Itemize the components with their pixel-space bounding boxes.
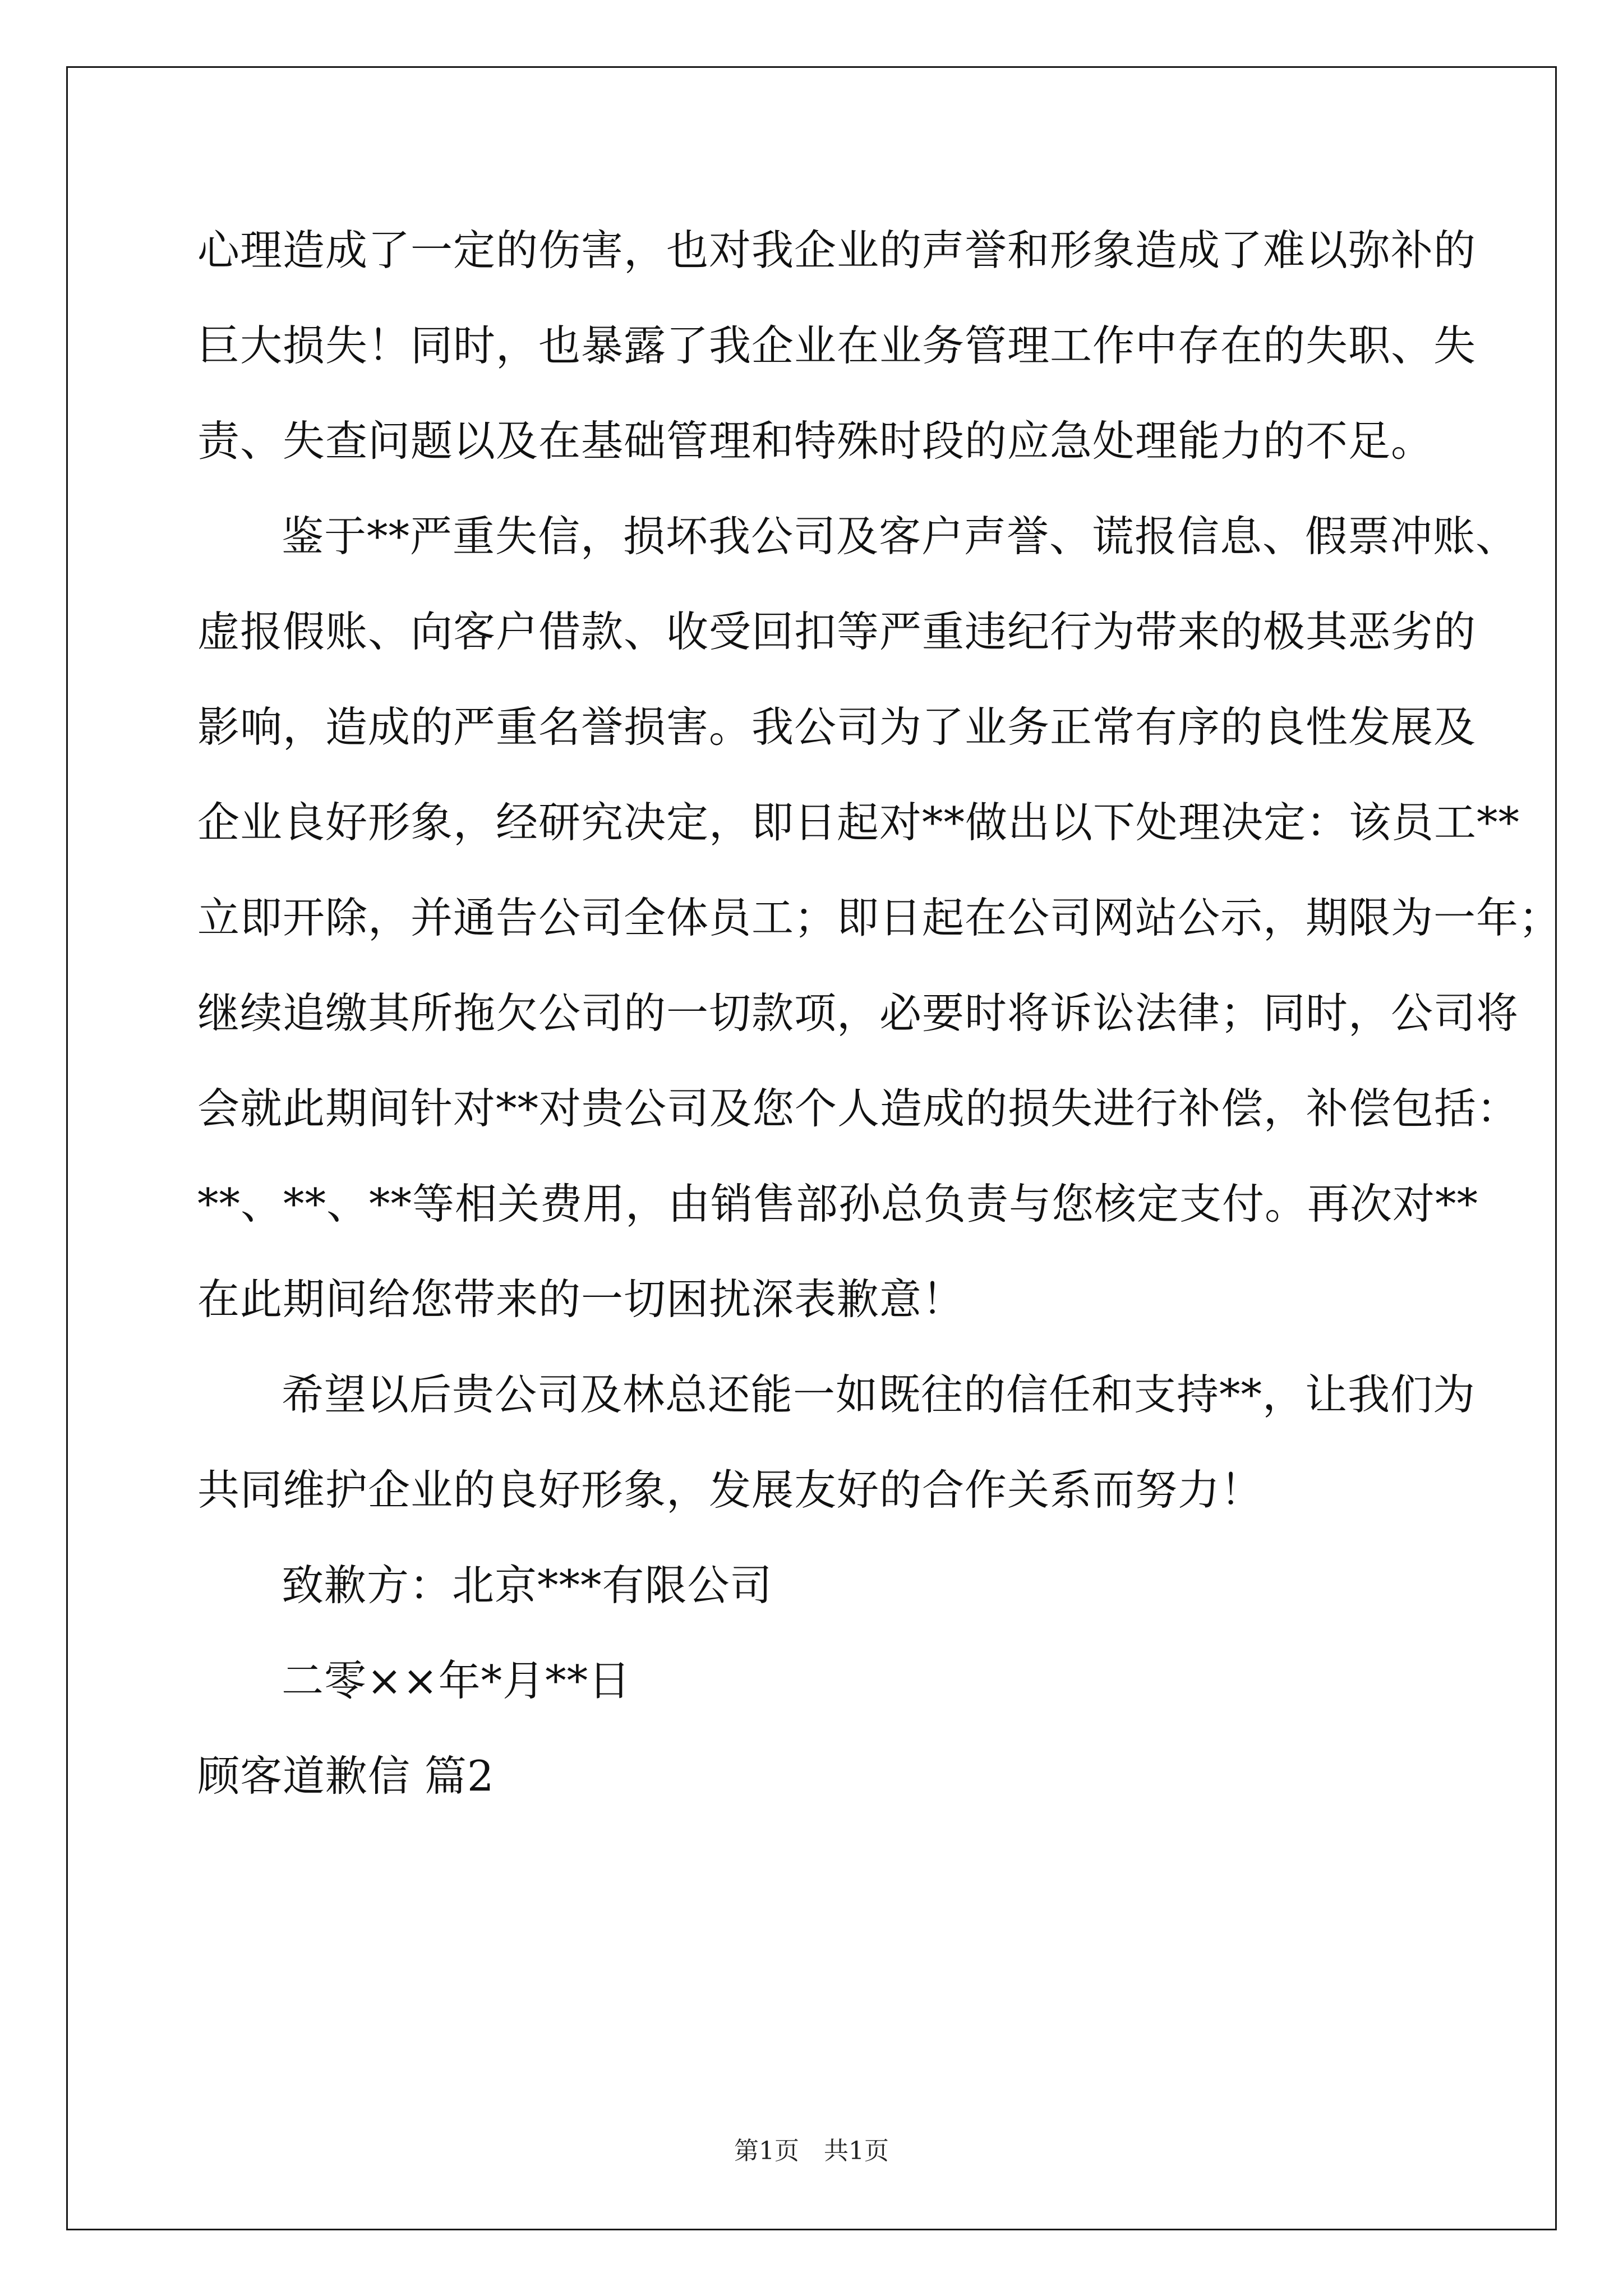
- signature-line: 致歉方：北京***有限公司: [282, 1561, 773, 1610]
- body-line: 虚报假账、向客户借款、收受回扣等严重违纪行为带来的极其恶劣的: [197, 607, 1477, 656]
- date-line: 二零××年*月**日: [282, 1656, 631, 1705]
- body-line: 鉴于**严重失信，损坏我公司及客户声誉、谎报信息、假票冲账、: [282, 512, 1519, 561]
- page-footer: 第1页 共1页: [734, 2137, 889, 2165]
- body-line: **、**、**等相关费用，由销售部孙总负责与您核定支付。再次对**: [197, 1179, 1479, 1228]
- body-line: 在此期间给您带来的一切困扰深表歉意！: [197, 1274, 965, 1324]
- body-line: 会就此期间针对**对贵公司及您个人造成的损失进行补偿，补偿包括：: [197, 1084, 1520, 1133]
- body-line: 共同维护企业的良好形象，发展友好的合作关系而努力！: [197, 1465, 1264, 1515]
- body-line: 继续追缴其所拖欠公司的一切款项，必要时将诉讼法律；同时，公司将: [197, 988, 1519, 1038]
- body-line: 希望以后贵公司及林总还能一如既往的信任和支持**，让我们为: [282, 1370, 1476, 1419]
- body-line: 巨大损失！同时，也暴露了我企业在业务管理工作中存在的失职、失: [197, 321, 1477, 370]
- body-line: 立即开除，并通告公司全体员工；即日起在公司网站公示，期限为一年；: [197, 893, 1562, 942]
- body-line: 责、失查问题以及在基础管理和特殊时段的应急处理能力的不足。: [197, 416, 1434, 466]
- page-border: [66, 66, 1557, 2230]
- body-line: 影响，造成的严重名誉损害。我公司为了业务正常有序的良性发展及: [197, 702, 1477, 752]
- section-heading: 顾客道歉信 篇2: [197, 1751, 495, 1801]
- body-line: 企业良好形象，经研究决定，即日起对**做出以下处理决定：该员工**: [197, 798, 1520, 847]
- body-line: 心理造成了一定的伤害，也对我企业的声誉和形象造成了难以弥补的: [197, 226, 1477, 275]
